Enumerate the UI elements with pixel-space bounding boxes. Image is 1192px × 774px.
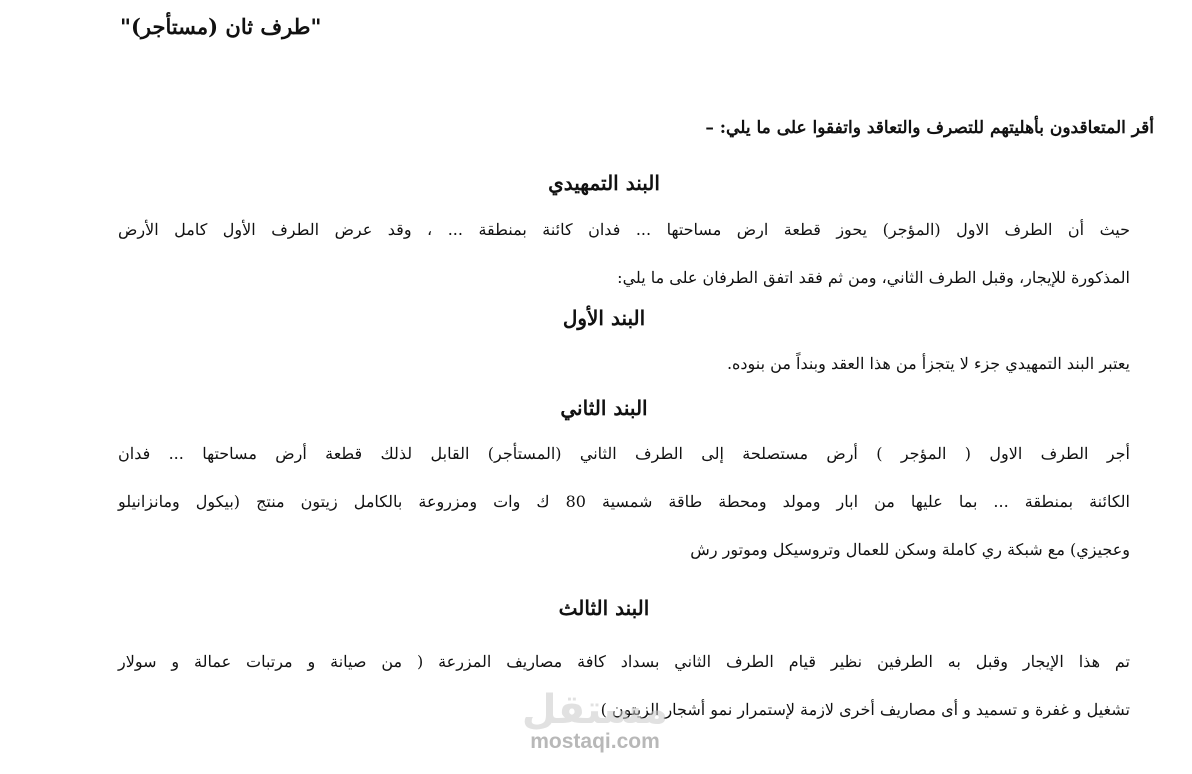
intro-statement: أقر المتعاقدون بأهليتهم للتصرف والتعاقد واتفقوا على ما يلي: – <box>705 118 1154 138</box>
paragraph-line: تم هذا الإيجار وقبل به الطرفين نظير قيام الطرف الثاني بسداد كافة مصاريف المزرعة ( من صيانة و مرتبات عمالة و سولار <box>118 652 1130 671</box>
section-heading-clause-2: البند الثاني <box>560 396 648 420</box>
mostaql-logo-text: مستقل <box>521 687 669 733</box>
mostaql-watermark <box>520 687 670 770</box>
section-heading-clause-1: البند الأول <box>562 306 646 330</box>
paragraph-line: تشغيل و غفرة و تسميد و أى مصاريف أخرى لازمة لإستمرار نمو أشجار الزيتون ) <box>600 700 1130 719</box>
section-body-clause-2 <box>118 430 1130 574</box>
watermark-site: mostaqi.com <box>530 730 660 753</box>
section-heading-clause-3: البند الثالث <box>558 596 650 620</box>
section-body-preamble <box>118 206 1130 302</box>
paragraph-line: أجر الطرف الاول ( المؤجر ) أرض مستصلحة إلى الطرف الثاني (المستأجر) القابل لذلك قطعة أرض مساحتها ... فدان <box>118 444 1130 463</box>
section-heading-preamble: البند التمهيدي <box>548 171 660 195</box>
paragraph-line: المذكورة للإيجار، وقبل الطرف الثاني، ومن ثم فقد اتفق الطرفان على ما يلي: <box>617 268 1130 287</box>
paragraph-line: وعجيزي) مع شبكة ري كاملة وسكن للعمال وتروسيكل وموتور رش <box>690 540 1130 559</box>
paragraph-line: الكائنة بمنطقة ... بما عليها من ابار ومولد ومحطة طاقة شمسية 80 ك وات ومزروعة بالكامل زيتون منتج (بيكول ومانزانيلو <box>118 492 1130 511</box>
paragraph-line: يعتبر البند التمهيدي جزء لا يتجزأ من هذا العقد وبنداً من بنوده. <box>726 354 1130 373</box>
paragraph-line: حيث أن الطرف الاول (المؤجر) يحوز قطعة ارض مساحتها ... فدان كائنة بمنطقة ... ، وقد عرض الطرف الأول كامل الأرض <box>118 220 1130 239</box>
section-body-clause-1 <box>118 340 1130 388</box>
second-party-label: "طرف ثان (مستأجر)" <box>120 14 322 39</box>
